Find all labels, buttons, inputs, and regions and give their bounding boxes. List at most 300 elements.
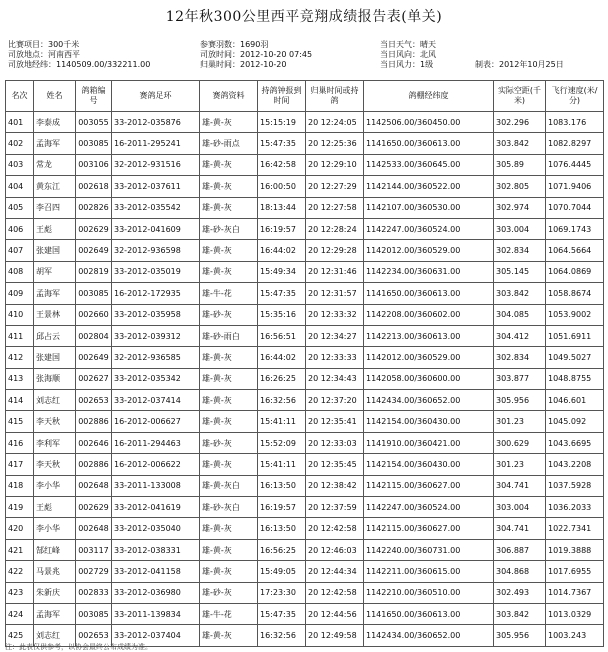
table-row <box>6 582 604 603</box>
cell-speed: 1019.3888 <box>546 539 604 560</box>
cell-distance: 304.412 <box>494 325 546 346</box>
cell-return-time: 20 12:46:03 <box>306 539 364 560</box>
cell-clock-time: 16:13:50 <box>258 518 306 539</box>
cell-box-number: 002648 <box>76 518 112 539</box>
cell-distance: 302.805 <box>494 176 546 197</box>
cell-ring: 33-2012-035342 <box>112 368 200 389</box>
header-speed: 飞行速度(米/分) <box>546 81 604 112</box>
table-row <box>6 218 604 239</box>
cell-return-time: 20 12:42:58 <box>306 518 364 539</box>
cell-rank: 407 <box>6 240 34 261</box>
cell-loft-coords: 1142240.00/360731.00 <box>364 539 494 560</box>
cell-speed: 1048.8755 <box>546 368 604 389</box>
cell-clock-time: 16:56:51 <box>258 325 306 346</box>
cell-rank: 418 <box>6 475 34 496</box>
cell-distance: 304.741 <box>494 475 546 496</box>
info-made-date: 制表：2012年10月25日 <box>475 60 564 69</box>
cell-clock-time: 16:26:25 <box>258 368 306 389</box>
cell-bird-info: 雄-黄-灰 <box>200 112 258 133</box>
cell-loft-coords: 1142213.00/360613.00 <box>364 325 494 346</box>
cell-speed: 1076.4445 <box>546 154 604 175</box>
cell-return-time: 20 12:37:59 <box>306 497 364 518</box>
info-release-place: 司放地点：河南西平 <box>8 50 80 59</box>
cell-distance: 303.004 <box>494 497 546 518</box>
cell-name: 马景兆 <box>34 561 76 582</box>
cell-rank: 410 <box>6 304 34 325</box>
cell-box-number: 002648 <box>76 475 112 496</box>
table-row <box>6 368 604 389</box>
table-row <box>6 304 604 325</box>
cell-rank: 421 <box>6 539 34 560</box>
cell-clock-time: 15:47:35 <box>258 283 306 304</box>
cell-box-number: 003117 <box>76 539 112 560</box>
cell-return-time: 20 12:24:05 <box>306 112 364 133</box>
cell-clock-time: 16:56:25 <box>258 539 306 560</box>
cell-distance: 306.887 <box>494 539 546 560</box>
cell-distance: 302.834 <box>494 347 546 368</box>
cell-speed: 1043.6695 <box>546 432 604 453</box>
cell-rank: 404 <box>6 176 34 197</box>
cell-loft-coords: 1142506.00/360450.00 <box>364 112 494 133</box>
cell-distance: 302.834 <box>494 240 546 261</box>
cell-clock-time: 16:32:56 <box>258 625 306 646</box>
cell-loft-coords: 1142234.00/360631.00 <box>364 261 494 282</box>
table-row <box>6 411 604 432</box>
cell-clock-time: 15:41:11 <box>258 411 306 432</box>
table-row <box>6 325 604 346</box>
cell-distance: 304.741 <box>494 518 546 539</box>
cell-clock-time: 16:44:02 <box>258 347 306 368</box>
cell-bird-info: 雄-黄-灰 <box>200 390 258 411</box>
cell-ring: 16-2012-006622 <box>112 454 200 475</box>
table-row <box>6 261 604 282</box>
cell-distance: 303.842 <box>494 133 546 154</box>
table-row <box>6 154 604 175</box>
cell-distance: 304.868 <box>494 561 546 582</box>
cell-distance: 305.145 <box>494 261 546 282</box>
cell-bird-info: 雄-黄-灰 <box>200 261 258 282</box>
cell-box-number: 002826 <box>76 197 112 218</box>
cell-distance: 300.629 <box>494 432 546 453</box>
table-row <box>6 561 604 582</box>
cell-speed: 1071.9406 <box>546 176 604 197</box>
info-block-middle <box>200 40 312 70</box>
cell-ring: 33-2012-037414 <box>112 390 200 411</box>
cell-ring: 33-2012-035542 <box>112 197 200 218</box>
cell-return-time: 20 12:34:27 <box>306 325 364 346</box>
info-block-left <box>8 40 150 70</box>
cell-speed: 1046.601 <box>546 390 604 411</box>
cell-clock-time: 16:13:50 <box>258 475 306 496</box>
cell-speed: 1058.8674 <box>546 283 604 304</box>
cell-speed: 1013.0329 <box>546 603 604 624</box>
cell-distance: 305.89 <box>494 154 546 175</box>
cell-loft-coords: 1142154.00/360430.00 <box>364 454 494 475</box>
cell-rank: 424 <box>6 603 34 624</box>
cell-name: 孟海军 <box>34 133 76 154</box>
cell-ring: 33-2012-035040 <box>112 518 200 539</box>
cell-box-number: 003106 <box>76 154 112 175</box>
cell-clock-time: 16:44:02 <box>258 240 306 261</box>
header-return-time: 归巢时间或持鸽 <box>306 81 364 112</box>
cell-return-time: 20 12:35:45 <box>306 454 364 475</box>
cell-bird-info: 雄-黄-灰 <box>200 176 258 197</box>
cell-bird-info: 雄-砂-灰 <box>200 432 258 453</box>
cell-return-time: 20 12:38:42 <box>306 475 364 496</box>
cell-distance: 305.956 <box>494 390 546 411</box>
cell-name: 孟海军 <box>34 283 76 304</box>
info-wind-direction: 当日风向：北风 <box>380 50 436 59</box>
cell-return-time: 20 12:29:28 <box>306 240 364 261</box>
cell-bird-info: 雄-牛-花 <box>200 283 258 304</box>
cell-box-number: 002729 <box>76 561 112 582</box>
table-row <box>6 497 604 518</box>
cell-speed: 1064.5664 <box>546 240 604 261</box>
cell-distance: 303.877 <box>494 368 546 389</box>
cell-ring: 33-2012-041158 <box>112 561 200 582</box>
table-row <box>6 112 604 133</box>
cell-loft-coords: 1142211.00/360615.00 <box>364 561 494 582</box>
header-bird-info: 赛鸽资料 <box>200 81 258 112</box>
cell-return-time: 20 12:27:29 <box>306 176 364 197</box>
cell-speed: 1017.6955 <box>546 561 604 582</box>
cell-loft-coords: 1142434.00/360652.00 <box>364 625 494 646</box>
cell-box-number: 002618 <box>76 176 112 197</box>
cell-speed: 1045.092 <box>546 411 604 432</box>
cell-loft-coords: 1142533.00/360645.00 <box>364 154 494 175</box>
header-box-number: 鸽箱编号 <box>76 81 112 112</box>
table-row <box>6 283 604 304</box>
cell-ring: 16-2012-172935 <box>112 283 200 304</box>
cell-name: 王彪 <box>34 497 76 518</box>
table-row <box>6 240 604 261</box>
cell-clock-time: 15:52:09 <box>258 432 306 453</box>
cell-rank: 401 <box>6 112 34 133</box>
cell-box-number: 002649 <box>76 347 112 368</box>
info-release-coords: 司放地经纬：1140509.00/332211.00 <box>8 60 151 69</box>
cell-bird-info: 雄-砂-灰 <box>200 582 258 603</box>
table-row <box>6 475 604 496</box>
cell-box-number: 002833 <box>76 582 112 603</box>
cell-name: 刘志红 <box>34 390 76 411</box>
cell-ring: 33-2012-035019 <box>112 261 200 282</box>
cell-name: 胡军 <box>34 261 76 282</box>
cell-rank: 425 <box>6 625 34 646</box>
cell-box-number: 002627 <box>76 368 112 389</box>
table-row <box>6 390 604 411</box>
cell-box-number: 002646 <box>76 432 112 453</box>
cell-loft-coords: 1142154.00/360430.00 <box>364 411 494 432</box>
cell-bird-info: 雄-黄-灰 <box>200 518 258 539</box>
header-distance: 实际空距(千米) <box>494 81 546 112</box>
footer-note: 注：此表仅供参考，以协会最终公布成绩为准。 <box>5 643 152 651</box>
cell-clock-time: 18:13:44 <box>258 197 306 218</box>
cell-return-time: 20 12:34:43 <box>306 368 364 389</box>
cell-ring: 33-2012-037404 <box>112 625 200 646</box>
cell-clock-time: 16:19:57 <box>258 497 306 518</box>
cell-name: 常龙 <box>34 154 76 175</box>
report-title: 12年秋300公里西平竞翔成绩报告表(单关) <box>165 9 443 25</box>
cell-rank: 419 <box>6 497 34 518</box>
cell-rank: 420 <box>6 518 34 539</box>
header-loft-coords: 鸽棚经纬度 <box>364 81 494 112</box>
table-row <box>6 539 604 560</box>
cell-clock-time: 16:19:57 <box>258 218 306 239</box>
cell-bird-info: 雄-砂-雨点 <box>200 133 258 154</box>
cell-box-number: 002649 <box>76 240 112 261</box>
cell-loft-coords: 1142247.00/360524.00 <box>364 218 494 239</box>
cell-return-time: 20 12:28:24 <box>306 218 364 239</box>
cell-return-time: 20 12:33:33 <box>306 347 364 368</box>
cell-name: 孟海军 <box>34 603 76 624</box>
table-row <box>6 347 604 368</box>
cell-loft-coords: 1142247.00/360524.00 <box>364 497 494 518</box>
cell-ring: 33-2012-039312 <box>112 325 200 346</box>
cell-box-number: 002886 <box>76 454 112 475</box>
cell-bird-info: 雄-黄-灰 <box>200 347 258 368</box>
cell-clock-time: 15:49:34 <box>258 261 306 282</box>
cell-rank: 405 <box>6 197 34 218</box>
cell-return-time: 20 12:44:56 <box>306 603 364 624</box>
cell-box-number: 002804 <box>76 325 112 346</box>
results-table <box>5 80 604 647</box>
cell-box-number: 003085 <box>76 283 112 304</box>
cell-box-number: 003085 <box>76 603 112 624</box>
cell-clock-time: 16:32:56 <box>258 390 306 411</box>
cell-box-number: 003055 <box>76 112 112 133</box>
cell-distance: 303.842 <box>494 283 546 304</box>
cell-bird-info: 雄-砂-灰白 <box>200 218 258 239</box>
cell-speed: 1043.2208 <box>546 454 604 475</box>
cell-return-time: 20 12:33:03 <box>306 432 364 453</box>
cell-name: 李利军 <box>34 432 76 453</box>
cell-bird-info: 雄-黄-灰 <box>200 368 258 389</box>
cell-distance: 303.004 <box>494 218 546 239</box>
info-weather: 当日天气：晴天 <box>380 40 436 49</box>
cell-clock-time: 15:35:16 <box>258 304 306 325</box>
cell-name: 李天秋 <box>34 454 76 475</box>
cell-speed: 1064.0869 <box>546 261 604 282</box>
cell-distance: 301.23 <box>494 454 546 475</box>
table-row <box>6 454 604 475</box>
cell-ring: 32-2012-931516 <box>112 154 200 175</box>
cell-box-number: 002653 <box>76 390 112 411</box>
cell-return-time: 20 12:35:41 <box>306 411 364 432</box>
cell-clock-time: 15:41:11 <box>258 454 306 475</box>
cell-return-time: 20 12:29:10 <box>306 154 364 175</box>
cell-rank: 422 <box>6 561 34 582</box>
cell-return-time: 20 12:27:58 <box>306 197 364 218</box>
cell-rank: 408 <box>6 261 34 282</box>
cell-clock-time: 15:15:19 <box>258 112 306 133</box>
cell-return-time: 20 12:31:46 <box>306 261 364 282</box>
cell-ring: 33-2012-038331 <box>112 539 200 560</box>
cell-box-number: 002629 <box>76 497 112 518</box>
cell-name: 王景林 <box>34 304 76 325</box>
cell-box-number: 002660 <box>76 304 112 325</box>
cell-ring: 33-2011-139834 <box>112 603 200 624</box>
cell-ring: 32-2012-936598 <box>112 240 200 261</box>
cell-box-number: 002819 <box>76 261 112 282</box>
cell-loft-coords: 1141650.00/360613.00 <box>364 603 494 624</box>
cell-clock-time: 16:00:50 <box>258 176 306 197</box>
cell-bird-info: 雄-黄-灰 <box>200 454 258 475</box>
cell-rank: 423 <box>6 582 34 603</box>
cell-loft-coords: 1142144.00/360522.00 <box>364 176 494 197</box>
info-block-right <box>380 40 436 70</box>
cell-rank: 413 <box>6 368 34 389</box>
cell-bird-info: 雄-黄-灰 <box>200 561 258 582</box>
cell-box-number: 003085 <box>76 133 112 154</box>
cell-rank: 409 <box>6 283 34 304</box>
cell-return-time: 20 12:25:36 <box>306 133 364 154</box>
cell-distance: 302.296 <box>494 112 546 133</box>
info-release-time: 司放时间：2012-10-20 07:45 <box>200 50 313 59</box>
cell-rank: 417 <box>6 454 34 475</box>
cell-clock-time: 15:47:35 <box>258 133 306 154</box>
info-entries: 参赛羽数：1690羽 <box>200 40 269 49</box>
cell-bird-info: 雄-黄-灰 <box>200 625 258 646</box>
cell-return-time: 20 12:37:20 <box>306 390 364 411</box>
cell-name: 朱新庆 <box>34 582 76 603</box>
cell-speed: 1083.176 <box>546 112 604 133</box>
cell-distance: 302.974 <box>494 197 546 218</box>
table-header-row <box>6 81 604 112</box>
cell-return-time: 20 12:42:58 <box>306 582 364 603</box>
cell-bird-info: 雄-砂-灰 <box>200 304 258 325</box>
cell-return-time: 20 12:44:34 <box>306 561 364 582</box>
cell-bird-info: 雄-黄-灰 <box>200 154 258 175</box>
cell-name: 李小华 <box>34 518 76 539</box>
cell-ring: 16-2012-006627 <box>112 411 200 432</box>
cell-ring: 33-2012-036980 <box>112 582 200 603</box>
cell-name: 张建国 <box>34 240 76 261</box>
cell-return-time: 20 12:33:32 <box>306 304 364 325</box>
cell-distance: 302.493 <box>494 582 546 603</box>
cell-speed: 1022.7341 <box>546 518 604 539</box>
cell-box-number: 002886 <box>76 411 112 432</box>
cell-distance: 301.23 <box>494 411 546 432</box>
cell-rank: 414 <box>6 390 34 411</box>
cell-rank: 406 <box>6 218 34 239</box>
cell-ring: 33-2012-035958 <box>112 304 200 325</box>
cell-rank: 403 <box>6 154 34 175</box>
cell-loft-coords: 1142208.00/360602.00 <box>364 304 494 325</box>
cell-distance: 304.085 <box>494 304 546 325</box>
cell-name: 王彪 <box>34 218 76 239</box>
cell-rank: 416 <box>6 432 34 453</box>
cell-ring: 33-2012-041619 <box>112 497 200 518</box>
info-return-time: 归巢时间：2012-10-20 <box>200 60 287 69</box>
table-row <box>6 176 604 197</box>
cell-speed: 1037.5928 <box>546 475 604 496</box>
cell-loft-coords: 1142012.00/360529.00 <box>364 347 494 368</box>
info-wind-force: 当日风力：1级 <box>380 60 434 69</box>
cell-speed: 1003.243 <box>546 625 604 646</box>
cell-loft-coords: 1142115.00/360627.00 <box>364 475 494 496</box>
cell-speed: 1069.1743 <box>546 218 604 239</box>
table-row <box>6 518 604 539</box>
cell-ring: 33-2011-133008 <box>112 475 200 496</box>
cell-ring: 33-2012-035876 <box>112 112 200 133</box>
cell-bird-info: 雄-砂-灰白 <box>200 497 258 518</box>
cell-bird-info: 雄-牛-花 <box>200 603 258 624</box>
cell-ring: 33-2012-041609 <box>112 218 200 239</box>
cell-clock-time: 15:47:35 <box>258 603 306 624</box>
header-name: 姓名 <box>34 81 76 112</box>
table-row <box>6 133 604 154</box>
cell-ring: 16-2011-294463 <box>112 432 200 453</box>
cell-rank: 415 <box>6 411 34 432</box>
cell-bird-info: 雄-黄-灰 <box>200 240 258 261</box>
cell-name: 黄东江 <box>34 176 76 197</box>
cell-distance: 303.842 <box>494 603 546 624</box>
cell-ring: 16-2011-295241 <box>112 133 200 154</box>
cell-loft-coords: 1142115.00/360627.00 <box>364 518 494 539</box>
table-row <box>6 197 604 218</box>
cell-clock-time: 16:42:58 <box>258 154 306 175</box>
cell-bird-info: 雄-黄-灰白 <box>200 475 258 496</box>
header-ring: 赛鸽足环 <box>112 81 200 112</box>
cell-bird-info: 雄-黄-灰 <box>200 539 258 560</box>
cell-name: 李召四 <box>34 197 76 218</box>
cell-speed: 1036.2033 <box>546 497 604 518</box>
cell-box-number: 002653 <box>76 625 112 646</box>
header-rank: 名次 <box>6 81 34 112</box>
cell-loft-coords: 1141910.00/360421.00 <box>364 432 494 453</box>
cell-speed: 1049.5027 <box>546 347 604 368</box>
cell-speed: 1070.7044 <box>546 197 604 218</box>
cell-name: 李天秋 <box>34 411 76 432</box>
cell-speed: 1051.6911 <box>546 325 604 346</box>
table-row <box>6 603 604 624</box>
cell-loft-coords: 1142107.00/360530.00 <box>364 197 494 218</box>
cell-clock-time: 15:49:05 <box>258 561 306 582</box>
cell-loft-coords: 1141650.00/360613.00 <box>364 133 494 154</box>
cell-rank: 411 <box>6 325 34 346</box>
cell-speed: 1082.8297 <box>546 133 604 154</box>
cell-return-time: 20 12:49:58 <box>306 625 364 646</box>
cell-loft-coords: 1142434.00/360652.00 <box>364 390 494 411</box>
cell-name: 邱占云 <box>34 325 76 346</box>
cell-loft-coords: 1142210.00/360510.00 <box>364 582 494 603</box>
cell-loft-coords: 1142012.00/360529.00 <box>364 240 494 261</box>
cell-ring: 33-2012-037611 <box>112 176 200 197</box>
cell-bird-info: 雄-黄-灰 <box>200 197 258 218</box>
cell-name: 郜红峰 <box>34 539 76 560</box>
cell-speed: 1053.9002 <box>546 304 604 325</box>
cell-name: 李泰成 <box>34 112 76 133</box>
cell-distance: 305.956 <box>494 625 546 646</box>
cell-ring: 32-2012-936585 <box>112 347 200 368</box>
cell-loft-coords: 1141650.00/360613.00 <box>364 283 494 304</box>
cell-name: 张建国 <box>34 347 76 368</box>
cell-bird-info: 雄-砂-雨白 <box>200 325 258 346</box>
cell-rank: 412 <box>6 347 34 368</box>
cell-rank: 402 <box>6 133 34 154</box>
cell-bird-info: 雄-黄-灰 <box>200 411 258 432</box>
cell-name: 李小华 <box>34 475 76 496</box>
header-clock-time: 持鸽钟报到时间 <box>258 81 306 112</box>
info-event: 比赛项目：300千米 <box>8 40 80 49</box>
cell-speed: 1014.7367 <box>546 582 604 603</box>
cell-name: 张海顺 <box>34 368 76 389</box>
table-row <box>6 432 604 453</box>
cell-loft-coords: 1142058.00/360600.00 <box>364 368 494 389</box>
cell-clock-time: 17:23:30 <box>258 582 306 603</box>
cell-name: 刘志红 <box>34 625 76 646</box>
cell-box-number: 002629 <box>76 218 112 239</box>
